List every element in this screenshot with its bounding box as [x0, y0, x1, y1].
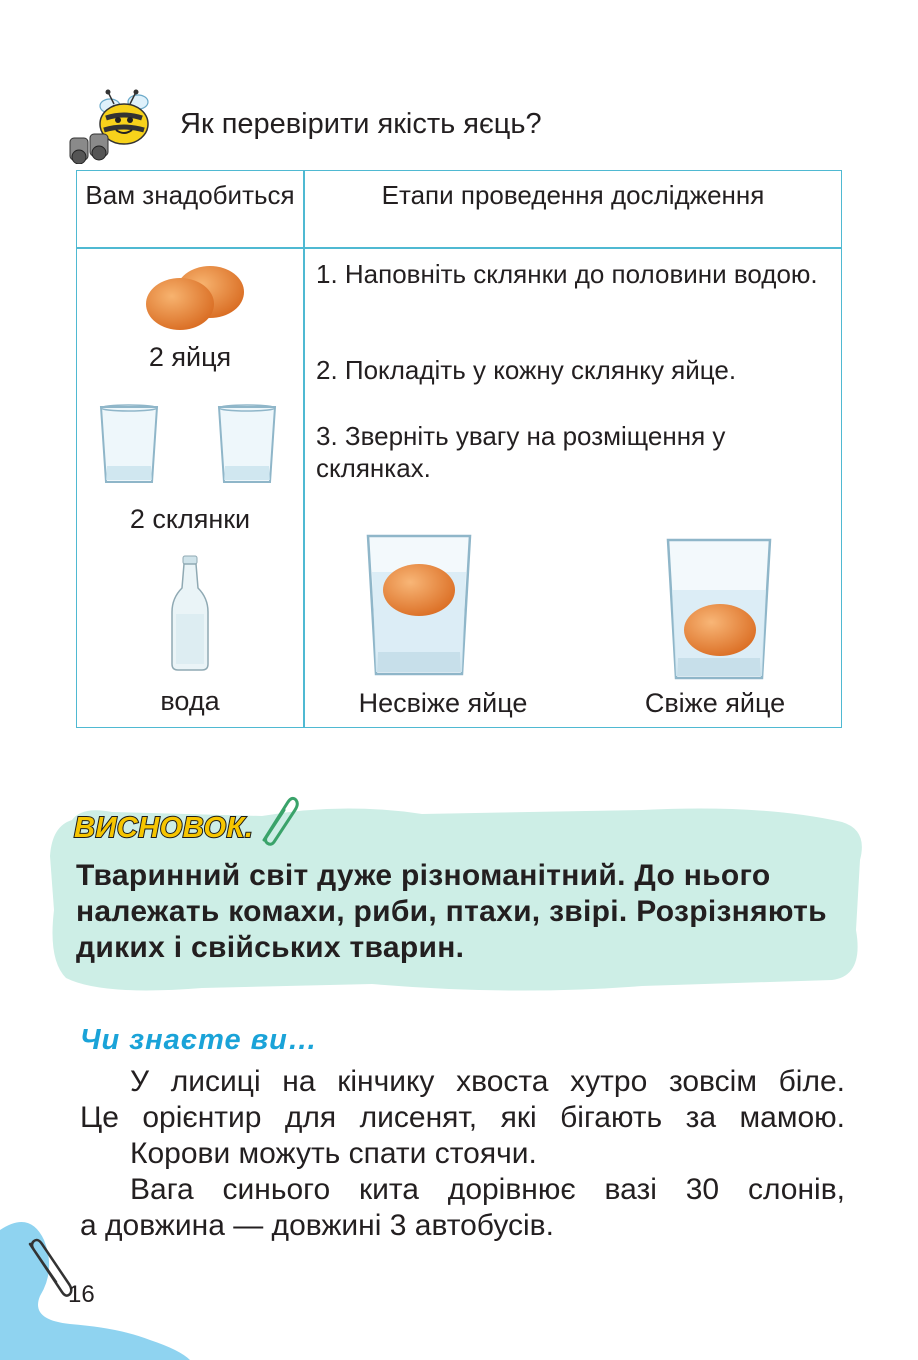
fresh-egg-glass-icon [664, 534, 774, 684]
result-label-stale: Несвіже яйце [358, 688, 528, 718]
material-label: 2 склянки [129, 504, 251, 534]
fact-fox-line1: У лисиці на кінчику хвоста хутро зовсім біле. [130, 1065, 845, 1098]
bottle-icon [168, 554, 212, 672]
fact-fox-line2: Це орієнтир для лисенят, які бігають за мамою. [80, 1101, 845, 1134]
table-header-divider [76, 247, 842, 249]
result-label-fresh: Свіже яйце [644, 688, 786, 718]
paperclip-icon [254, 794, 300, 846]
material-label: вода [160, 686, 220, 716]
step-3: 3. Зверніть увагу на розміщення у склянках. [316, 421, 726, 483]
material-label: 2 яйця [148, 342, 232, 372]
fact-cows: Корови можуть спати стоячи. [130, 1137, 537, 1170]
table-header-materials: Вам знадобиться [85, 180, 295, 210]
step-1: 1. Наповніть склянки до половини водою. [316, 259, 818, 289]
table-column-divider [303, 170, 305, 728]
conclusion-title: ВИСНОВОК. [74, 812, 254, 844]
paperclip-icon [24, 1236, 74, 1300]
section-question: Як перевірити якість яєць? [180, 108, 542, 140]
bee-mascot-icon [66, 84, 166, 164]
table-header-steps: Етапи проведення дослідження [381, 180, 765, 210]
glass-icon [216, 404, 278, 486]
stale-egg-glass-icon [364, 530, 474, 680]
fact-whale-line2: а довжина — довжині 3 автобусів. [80, 1209, 554, 1242]
fact-whale-line1: Вага синього кита дорівнює вазі 30 слонів, [130, 1173, 845, 1206]
did-you-know-title: Чи знаєте ви… [80, 1024, 318, 1056]
step-2: 2. Покладіть у кожну склянку яйце. [316, 355, 737, 385]
conclusion-text: Тваринний світ дуже різноманітний. До нього належать комахи, риби, птахи, звірі. Розрізняють диких і свійських тварин. [76, 859, 827, 964]
eggs-icon [140, 262, 250, 334]
page-number: 16 [68, 1281, 95, 1308]
glass-icon [98, 404, 160, 486]
